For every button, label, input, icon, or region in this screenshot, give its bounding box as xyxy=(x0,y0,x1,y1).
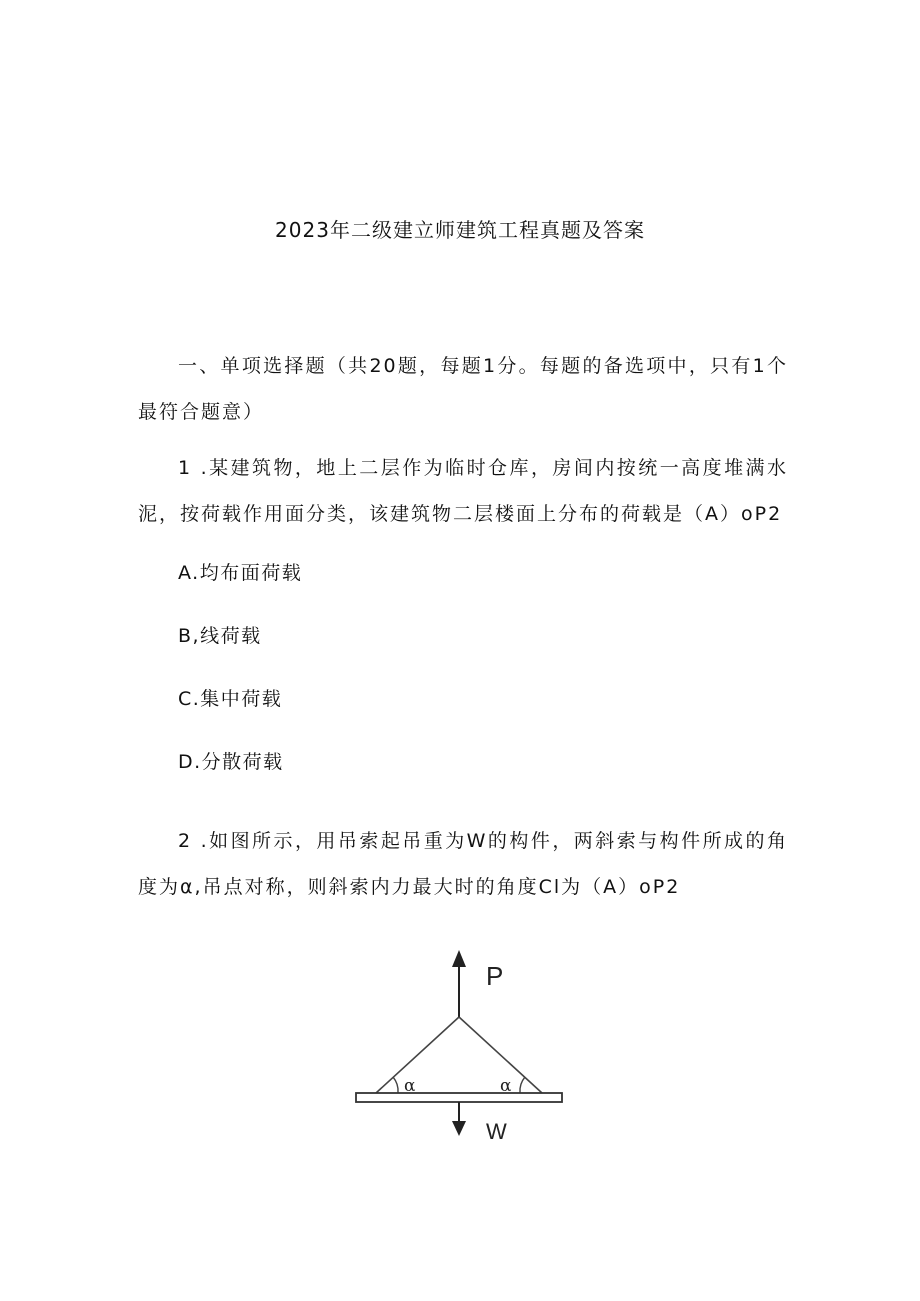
section-heading: 一、单项选择题（共20题，每题1分。每题的备选项中，只有1个最符合题意） xyxy=(138,355,788,423)
label-p: P xyxy=(486,961,504,991)
p-arrow-head xyxy=(452,950,466,967)
question-1-option-c: C.集中荷载 xyxy=(178,688,283,710)
label-w: W xyxy=(486,1119,507,1144)
beam xyxy=(356,1093,562,1102)
question-1-option-d: D.分散荷载 xyxy=(178,751,284,773)
lifting-force-diagram xyxy=(340,945,580,1145)
label-alpha-left: α xyxy=(404,1076,416,1096)
label-alpha-right: α xyxy=(500,1076,512,1096)
question-1-option-a: A.均布面荷载 xyxy=(178,562,303,584)
question-1-option-b: B,线荷载 xyxy=(178,625,262,647)
w-arrow-head xyxy=(452,1121,466,1136)
left-sling xyxy=(376,1017,459,1093)
question-1-stem: 1 .某建筑物，地上二层作为临时仓库，房间内按统一高度堆满水泥，按荷载作用面分类，该建筑物二层楼面上分布的荷载是（A）oP2 xyxy=(138,457,788,525)
question-2-stem: 2 .如图所示，用吊索起吊重为W的构件，两斜索与构件所成的角度为α,吊点对称，则斜索内力最大时的角度Cl为（A）oP2 xyxy=(138,830,788,898)
document-title: 2023年二级建立师建筑工程真题及答案 xyxy=(275,218,645,242)
left-angle-arc xyxy=(393,1077,398,1093)
right-angle-arc xyxy=(520,1077,525,1093)
